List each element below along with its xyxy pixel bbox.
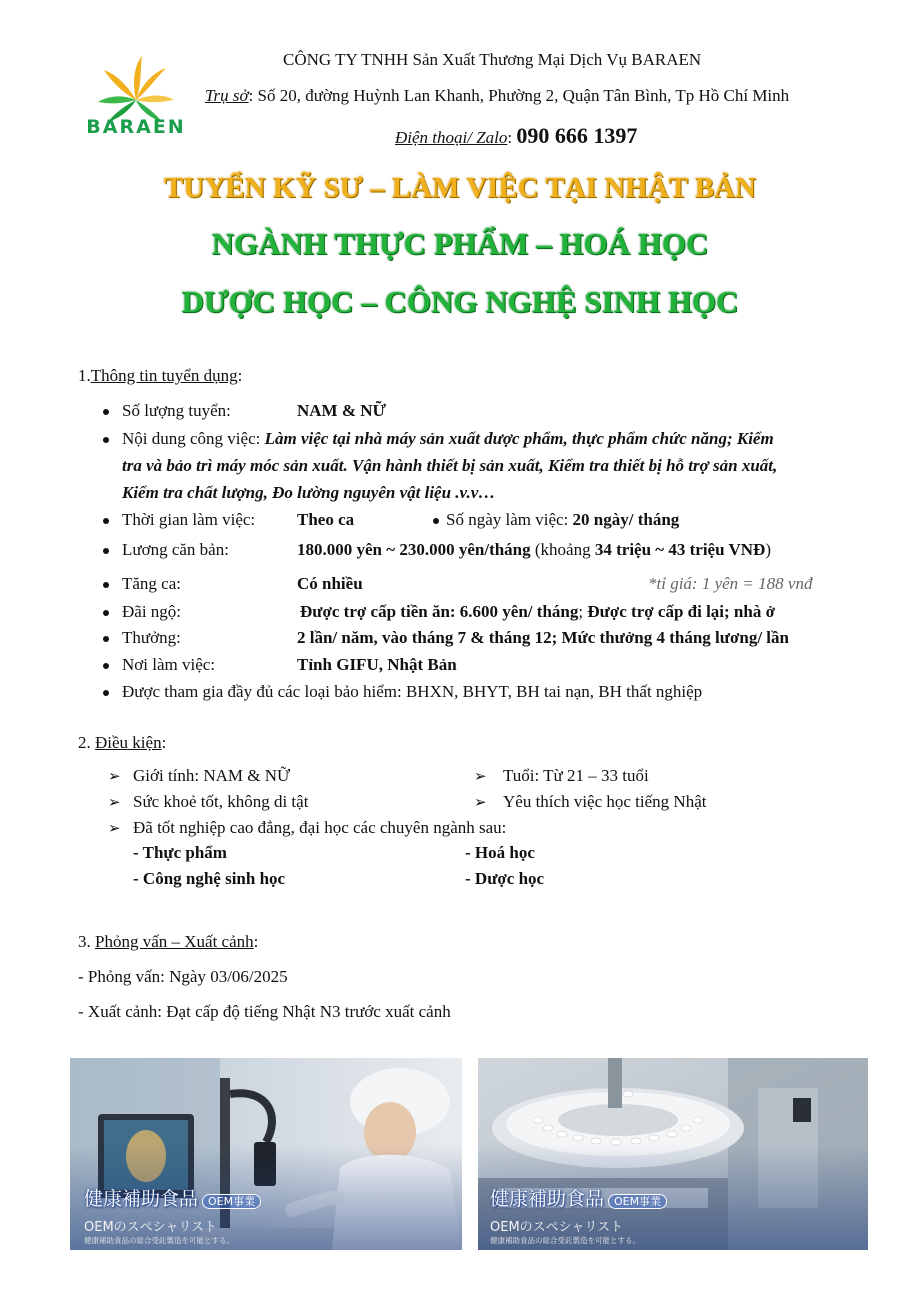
- job-value-2: tra và bảo trì máy móc sản xuất. Vận hành thiết bị sản xuất, Kiểm tra thiết bị hỗ trợ sản xuất,: [122, 456, 778, 475]
- condition-japanese: Yêu thích việc học tiếng Nhật: [503, 792, 707, 811]
- arrow-bullet-icon: ➢: [108, 819, 121, 837]
- place-label: Nơi làm việc:: [122, 655, 216, 674]
- salary-paren-open: (khoảng: [530, 540, 595, 559]
- section-2-colon: :: [161, 733, 167, 752]
- major-item: - Công nghệ sinh học: [133, 869, 286, 888]
- phone-number: 090 666 1397: [516, 123, 638, 148]
- photo-1-caption: [84, 1184, 261, 1211]
- insurance-text: Được tham gia đầy đủ các loại bảo hiểm: BHXN, BHYT, BH tai nạn, BH thất nghiệp: [122, 682, 703, 701]
- overtime-label: Tăng ca:: [122, 574, 181, 593]
- time-value: Theo ca: [297, 510, 355, 529]
- job-line-1: [122, 429, 774, 449]
- section-2-heading: [78, 733, 166, 753]
- arrow-bullet-icon: ➢: [108, 767, 121, 785]
- section-3-heading: [78, 932, 258, 952]
- exchange-rate-note: *tỉ giá: 1 yên = 188 vnđ: [648, 574, 813, 593]
- quantity-value: NAM & NỮ: [297, 401, 387, 420]
- arrow-bullet-icon: ➢: [474, 793, 487, 811]
- photo-2-caption-small: 健康補助食品の総合受託製造を可能とする。: [490, 1236, 640, 1245]
- major-item: - Hoá học: [465, 843, 535, 862]
- section-3-colon: :: [253, 932, 259, 951]
- bullet-dot: [103, 437, 109, 443]
- condition-age: Tuổi: Từ 21 – 33 tuổi: [503, 766, 649, 785]
- bonus-value: 2 lần/ năm, vào tháng 7 & tháng 12; Mức thưởng 4 tháng lương/ lần: [297, 628, 789, 647]
- salary-vnd: 34 triệu ~ 43 triệu VNĐ: [594, 540, 766, 559]
- section-1-colon: :: [237, 366, 243, 385]
- benefit-label: Đãi ngộ:: [122, 602, 182, 621]
- benefit-value-2: Được trợ cấp đi lại; nhà ở: [587, 602, 776, 621]
- capsule-machine-photo: [478, 1058, 868, 1250]
- major-item: - Thực phẩm: [133, 843, 227, 862]
- salary-paren-close: ): [765, 540, 772, 559]
- company-phone: [395, 123, 637, 149]
- photo-1-caption-sub: OEMのスペシャリスト: [84, 1220, 218, 1235]
- address-label: Trụ sở: [205, 86, 249, 105]
- days-value: 20 ngày/ tháng: [572, 510, 680, 529]
- address-value: : Số 20, đường Huỳnh Lan Khanh, Phường 2, Quận Tân Bình, Tp Hồ Chí Minh: [248, 86, 790, 105]
- job-value-3: Kiểm tra chất lượng, Đo lường nguyên vật liệu .v.v…: [122, 483, 496, 502]
- bullet-dot: [103, 548, 109, 554]
- arrow-bullet-icon: ➢: [108, 793, 121, 811]
- title-line-1: TUYỂN KỸ SƯ – LÀM VIỆC TẠI NHẬT BẢN: [164, 172, 756, 204]
- photo-1-caption-main: 健康補助食品: [84, 1188, 199, 1210]
- job-value-1: Làm việc tại nhà máy sản xuất dược phẩm, thực phẩm chức năng; Kiểm: [264, 429, 774, 448]
- title-line-2: NGÀNH THỰC PHẨM – HOÁ HỌC: [211, 226, 709, 261]
- condition-graduated: Đã tốt nghiệp cao đẳng, đại học các chuyên ngành sau:: [133, 818, 507, 837]
- section-1-number: 1.: [78, 366, 91, 385]
- bullet-dot: [103, 690, 109, 696]
- quantity-label: Số lượng tuyển:: [122, 401, 231, 420]
- photo-2-caption-tag: OEM事業: [608, 1194, 667, 1209]
- overtime-value: Có nhiều: [297, 574, 363, 593]
- photo-2-caption-sub: OEMのスペシャリスト: [490, 1220, 624, 1235]
- place-value: Tỉnh GIFU, Nhật Bản: [297, 655, 457, 674]
- time-label: Thời gian làm việc:: [122, 510, 256, 529]
- company-name: CÔNG TY TNHH Sản Xuất Thương Mại Dịch Vụ BARAEN: [283, 50, 702, 69]
- section-3-number: 3.: [78, 932, 95, 951]
- phone-separator: :: [507, 128, 517, 147]
- section-2-number: 2.: [78, 733, 95, 752]
- salary-value: 180.000 yên ~ 230.000 yên/tháng: [297, 540, 531, 559]
- bullet-dot: [103, 610, 109, 616]
- bullet-dot: [103, 636, 109, 642]
- bullet-dot: [433, 518, 439, 524]
- salary-label: Lương căn bản:: [122, 540, 229, 559]
- salary-line: [297, 540, 771, 560]
- logo-text: BARAEN: [86, 116, 186, 138]
- benefit-separator: ;: [578, 602, 588, 621]
- company-address: [205, 86, 789, 106]
- section-2-title: Điều kiện: [95, 733, 162, 752]
- arrow-bullet-icon: ➢: [474, 767, 487, 785]
- days-worked: [446, 510, 679, 530]
- lab-worker-photo: [70, 1058, 462, 1250]
- benefit-line: [300, 602, 775, 622]
- job-label: Nội dung công việc:: [122, 429, 265, 448]
- condition-gender: Giới tính: NAM & NỮ: [133, 766, 291, 785]
- bullet-dot: [103, 663, 109, 669]
- photo-1-caption-tag: OEM事業: [202, 1194, 261, 1209]
- condition-health: Sức khoẻ tốt, không di tật: [133, 792, 309, 811]
- bonus-label: Thưởng:: [122, 628, 181, 647]
- title-line-3: DƯỢC HỌC – CÔNG NGHỆ SINH HỌC: [181, 284, 739, 319]
- section-3-title: Phỏng vấn – Xuất cảnh: [95, 932, 254, 951]
- photo-2-caption-main: 健康補助食品: [490, 1188, 605, 1210]
- departure-condition: - Xuất cảnh: Đạt cấp độ tiếng Nhật N3 trước xuất cảnh: [78, 1002, 451, 1021]
- bullet-dot: [103, 582, 109, 588]
- benefit-value-1: Được trợ cấp tiền ăn: 6.600 yên/ tháng: [300, 602, 579, 621]
- section-1-heading: [78, 366, 242, 386]
- photo-1-caption-small: 健康補助食品の総合受託製造を可能とする。: [84, 1236, 234, 1245]
- photo-2-caption: [490, 1184, 667, 1211]
- days-label: Số ngày làm việc:: [446, 510, 573, 529]
- phone-label: Điện thoại/ Zalo: [395, 128, 508, 147]
- major-item: - Dược học: [465, 869, 545, 888]
- interview-date: - Phỏng vấn: Ngày 03/06/2025: [78, 967, 288, 986]
- section-1-title: Thông tin tuyển dụng: [90, 366, 238, 385]
- bullet-dot: [103, 518, 109, 524]
- bullet-dot: [103, 409, 109, 415]
